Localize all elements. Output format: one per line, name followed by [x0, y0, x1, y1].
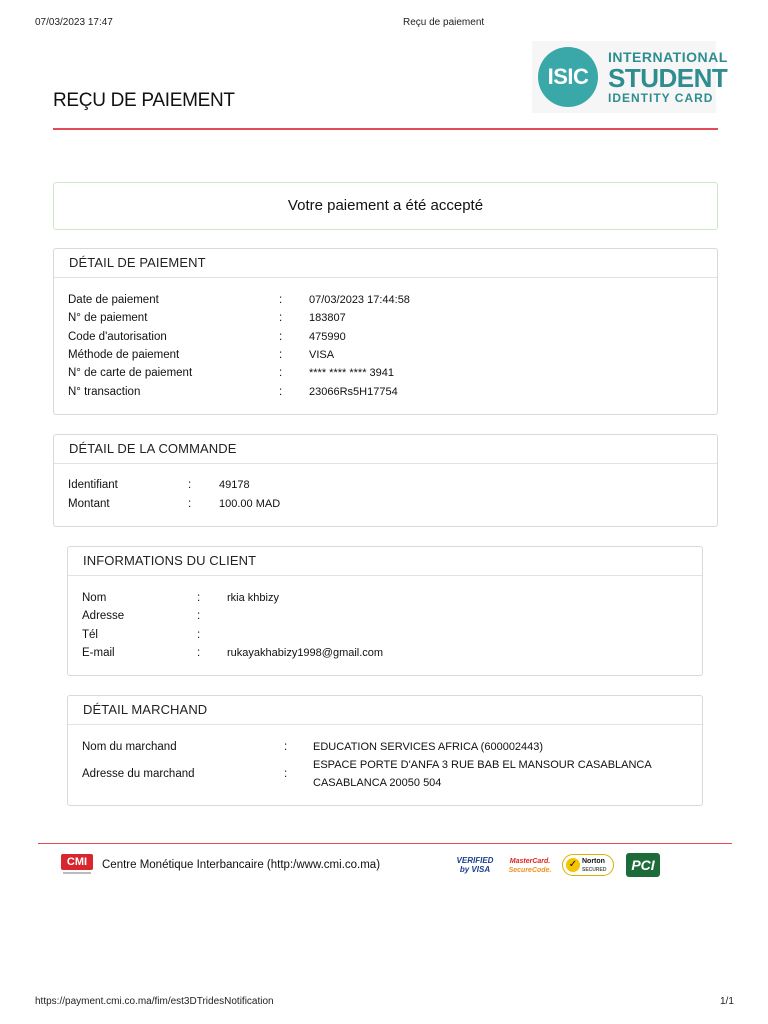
- isic-logo: [532, 41, 728, 113]
- payment-detail-row-label: N° de paiement: [68, 312, 148, 325]
- payment-detail-row-value: 07/03/2023 17:44:58: [309, 294, 410, 306]
- mastercard-securecode-badge: [508, 857, 552, 875]
- colon: :: [279, 367, 283, 380]
- client-info-row-label: Adresse: [82, 610, 125, 623]
- colon: :: [279, 330, 283, 343]
- print-page-number: 1/1: [720, 996, 734, 1007]
- page-title: REÇU DE PAIEMENT: [53, 90, 235, 111]
- colon: :: [197, 610, 201, 623]
- isic-circle-logo: ISIC: [538, 47, 598, 107]
- colon: :: [188, 479, 192, 491]
- print-title: Reçu de paiement: [403, 17, 485, 28]
- verified-by-visa-line1: VERIFIED: [456, 856, 494, 865]
- payment-detail-row-label: N° transaction: [68, 385, 141, 398]
- colon: :: [197, 628, 201, 641]
- client-info-row-value: rukayakhabizy1998@gmail.com: [227, 646, 384, 659]
- order-detail-row-label: Montant: [68, 497, 110, 510]
- colon: :: [279, 385, 283, 398]
- payment-detail-row-label: N° de carte de paiement: [68, 367, 193, 380]
- colon: :: [197, 592, 201, 604]
- isic-logo-line1: INTERNATIONAL: [608, 49, 728, 65]
- title-divider: [53, 128, 718, 130]
- payment-detail-row-label: Date de paiement: [68, 294, 159, 306]
- print-url: https://payment.cmi.co.ma/fim/est3DTridesNotification: [35, 996, 274, 1007]
- payment-accepted-banner: [53, 182, 718, 230]
- client-info-row-label: E-mail: [82, 646, 115, 659]
- payment-detail-row-value: VISA: [309, 348, 335, 361]
- payment-detail-row-value: 475990: [309, 330, 346, 343]
- payment-detail-heading: DÉTAIL DE PAIEMENT: [54, 249, 717, 278]
- colon: :: [279, 294, 283, 306]
- order-detail-heading: DÉTAIL DE LA COMMANDE: [54, 435, 717, 464]
- payment-detail-row-value: 23066Rs5H17754: [309, 385, 398, 398]
- isic-logo-line2: STUDENT: [608, 63, 728, 93]
- colon: :: [284, 768, 288, 780]
- client-info-panel: [67, 546, 703, 676]
- client-info-heading: INFORMATIONS DU CLIENT: [68, 547, 702, 576]
- merchant-name-label: Nom du marchand: [82, 741, 177, 753]
- norton-line2: SECURED: [582, 867, 607, 873]
- norton-secured-badge: [562, 854, 614, 876]
- order-detail-row-value: 100.00 MAD: [219, 497, 281, 510]
- merchant-name-value: EDUCATION SERVICES AFRICA (600002443): [313, 741, 544, 753]
- verified-by-visa-line2: by VISA: [459, 865, 491, 874]
- colon: :: [188, 497, 192, 510]
- print-datetime: 07/03/2023 17:47: [35, 17, 113, 28]
- client-info-row-label: Nom: [82, 592, 107, 604]
- order-detail-row-value: 49178: [219, 479, 250, 491]
- cmi-logo-mark: CMI: [61, 854, 93, 870]
- isic-logo-line3: IDENTITY CARD: [608, 91, 714, 105]
- cmi-logo-underline: [63, 872, 91, 874]
- verified-by-visa-badge: [455, 856, 495, 874]
- payment-accepted-message: Votre paiement a été accepté: [287, 197, 484, 214]
- cmi-logo: [61, 854, 93, 876]
- colon: :: [197, 646, 201, 659]
- merchant-address-line1: ESPACE PORTE D'ANFA 3 RUE BAB EL MANSOUR CASABLANCA: [313, 759, 652, 771]
- order-detail-row-label: Identifiant: [68, 479, 118, 491]
- payment-detail-row-label: Code d'autorisation: [68, 330, 167, 343]
- merchant-address-line2: CASABLANCA 20050 504: [313, 777, 442, 789]
- payment-detail-row-label: Méthode de paiement: [68, 348, 180, 361]
- colon: :: [284, 741, 288, 753]
- payment-detail-row-value: 183807: [309, 312, 346, 325]
- merchant-detail-heading: DÉTAIL MARCHAND: [68, 696, 702, 725]
- cmi-link-text[interactable]: Centre Monétique Interbancaire (http:/www.cmi.co.ma): [102, 859, 381, 871]
- client-info-row-label: Tél: [82, 628, 98, 641]
- colon: :: [279, 312, 283, 325]
- footer-divider: [38, 843, 732, 844]
- merchant-address-label: Adresse du marchand: [82, 768, 195, 780]
- client-info-row-value: rkia khbizy: [227, 592, 279, 604]
- mastercard-line2: SecureCode.: [508, 867, 552, 874]
- checkmark-icon: ✓: [566, 858, 580, 872]
- pci-badge: PCI: [626, 853, 660, 877]
- payment-detail-row-value: **** **** **** 3941: [309, 367, 395, 380]
- norton-line1: Norton: [582, 858, 605, 865]
- mastercard-line1: MasterCard.: [509, 858, 551, 865]
- colon: :: [279, 348, 283, 361]
- order-detail-panel: [53, 434, 718, 527]
